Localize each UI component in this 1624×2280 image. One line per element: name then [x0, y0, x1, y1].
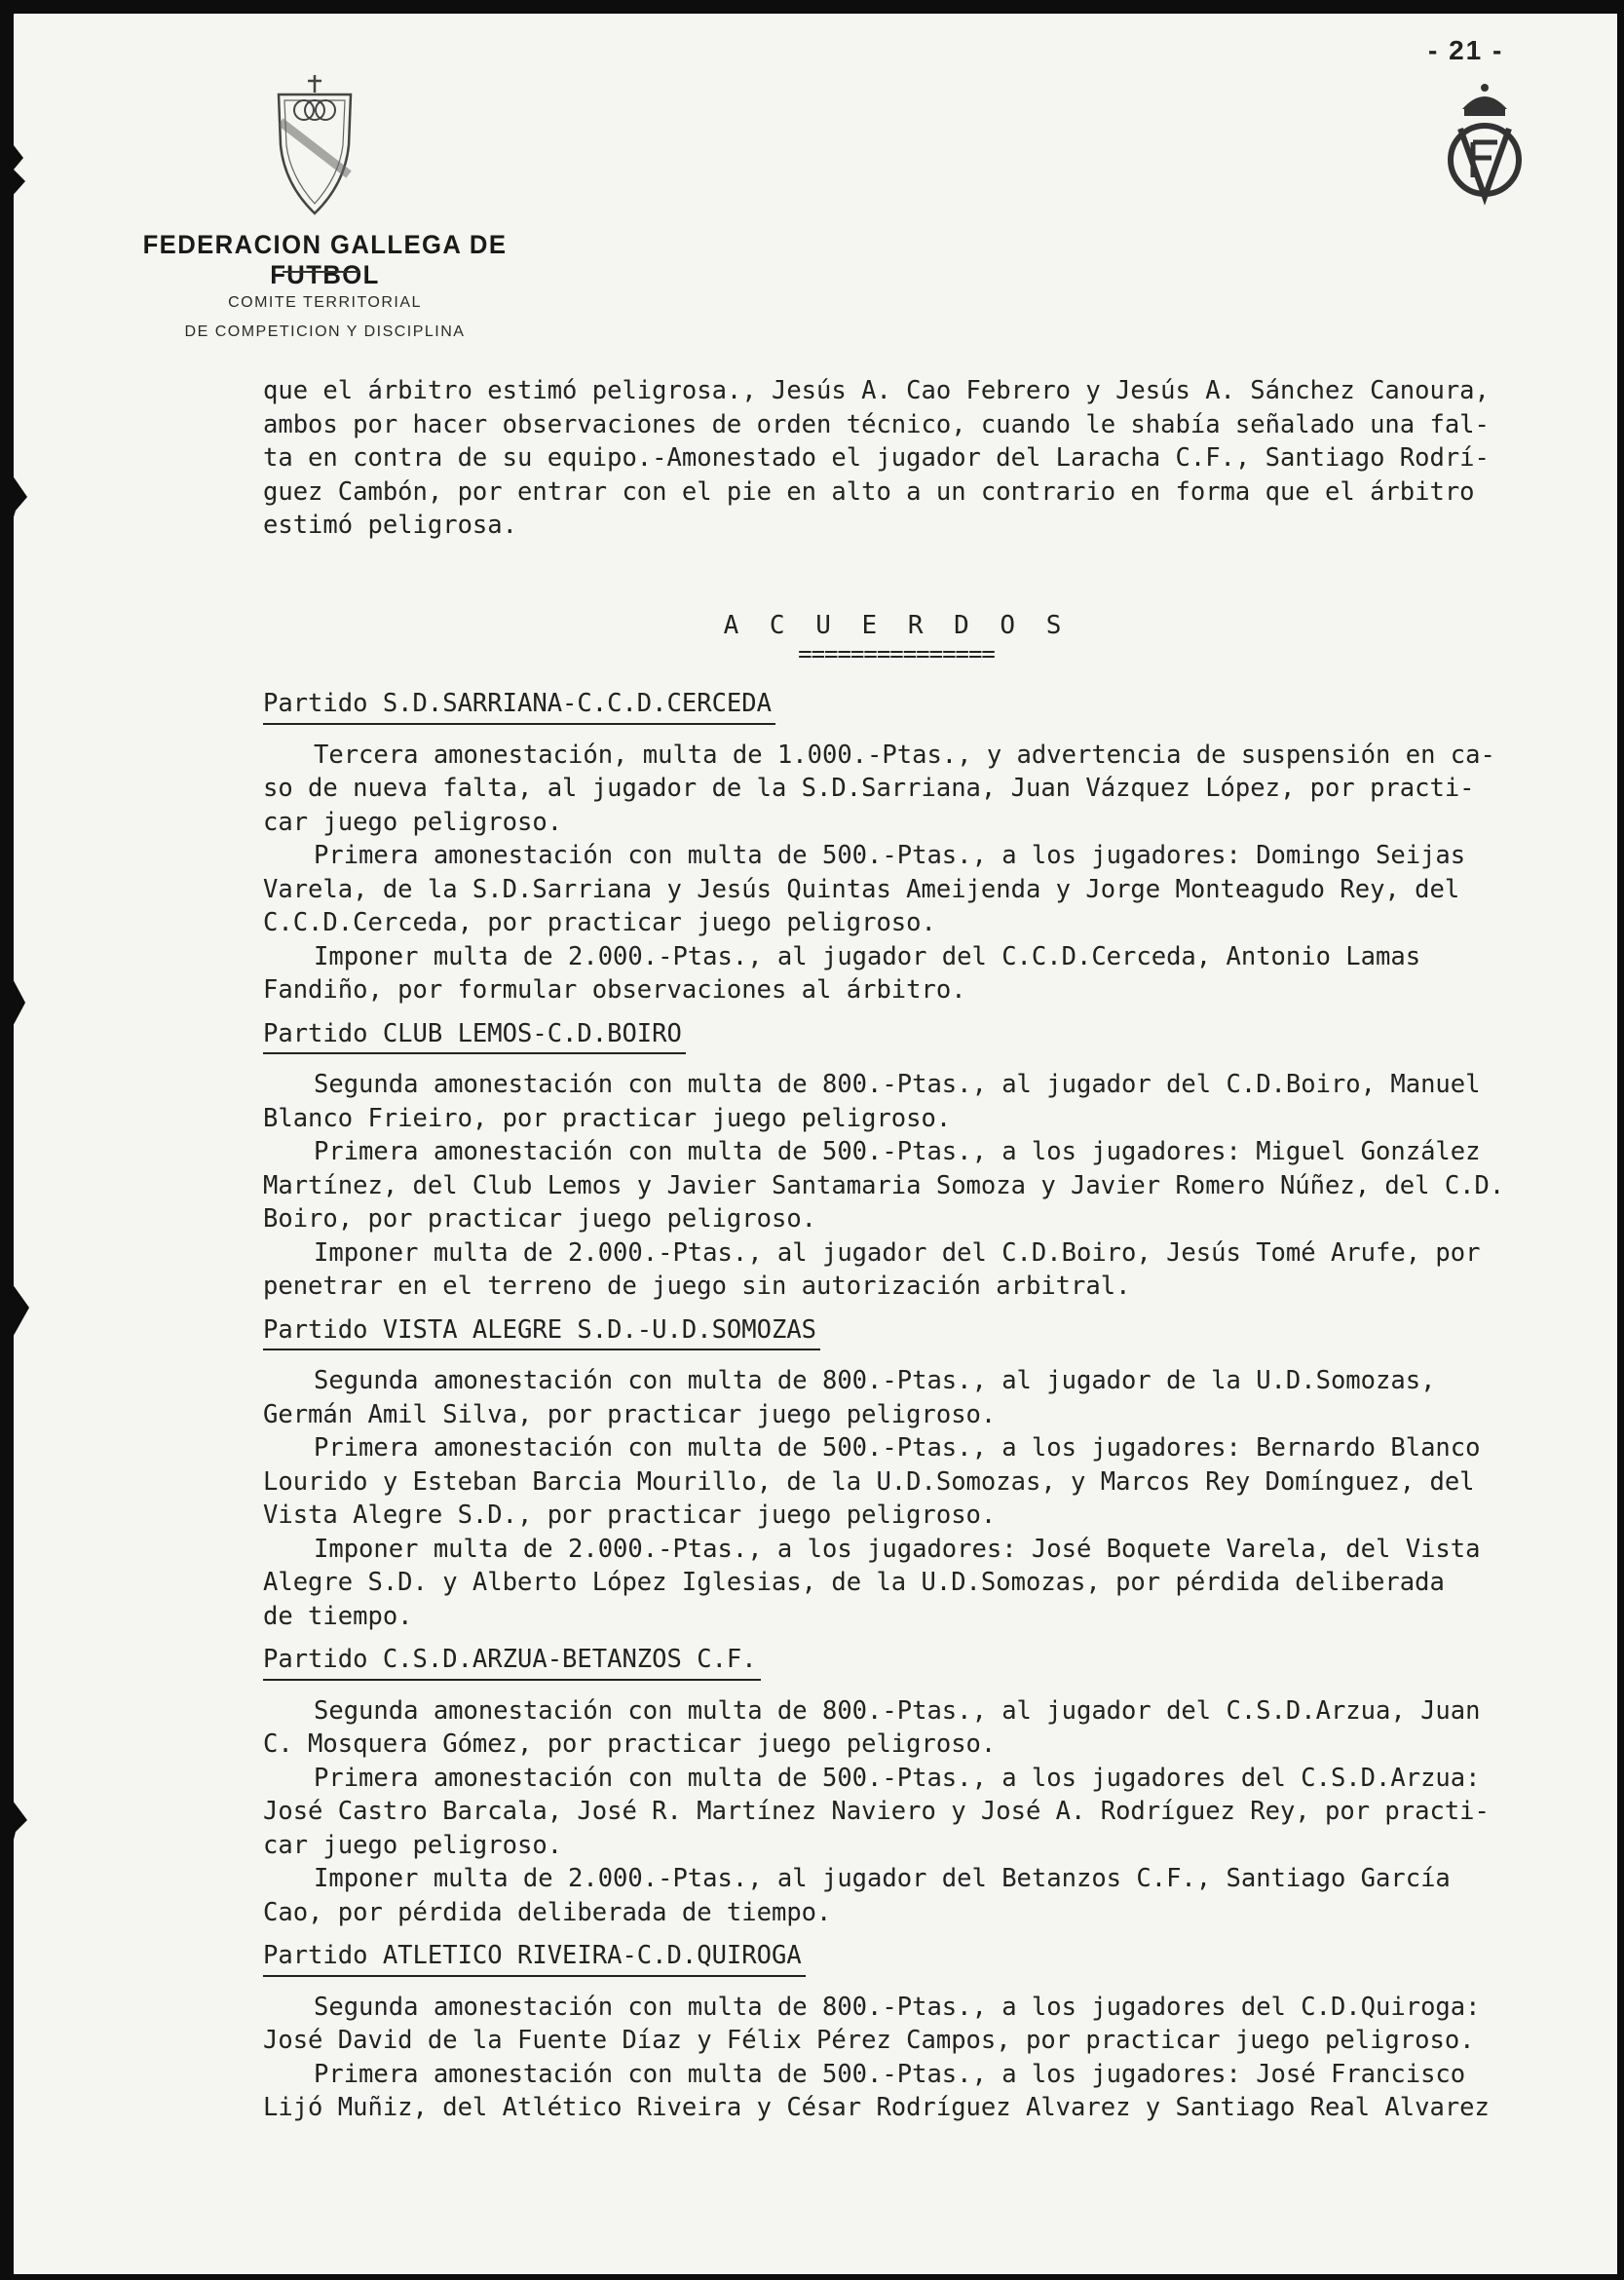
- torn-edge: [14, 973, 33, 1032]
- document-page: [14, 14, 1617, 2274]
- text-line: Imponer multa de 2.000.-Ptas., al jugador del C.D.Boiro, Jesús Tomé Arufe, por: [314, 1237, 1481, 1268]
- match-section: [263, 1304, 1611, 1634]
- text-line: Segunda amonestación con multa de 800.-Ptas., al jugador del C.S.D.Arzua, Juan: [314, 1695, 1481, 1726]
- sections-list: [263, 677, 1611, 2125]
- text-line: Martínez, del Club Lemos y Javier Santamaria Somoza y Javier Romero Núñez, del C.D.: [263, 1170, 1505, 1200]
- section-title: Partido ATLETICO RIVEIRA-C.D.QUIROGA: [263, 1939, 806, 1977]
- text-line: Segunda amonestación con multa de 800.-Ptas., a los jugadores del C.D.Quiroga:: [314, 1992, 1481, 2022]
- text-line: estimó peligrosa.: [263, 511, 517, 540]
- match-section: [263, 677, 1611, 1007]
- text-line: guez Cambón, por entrar con el pie en alto a un contrario en forma que el árbitro: [263, 476, 1475, 507]
- text-line: que el árbitro estimó peligrosa., Jesús A. Cao Febrero y Jesús A. Sánchez Canoura,: [263, 376, 1490, 405]
- torn-edge: [14, 140, 33, 199]
- acuerdos-heading: A C U E R D O S: [723, 610, 1070, 640]
- text-line: Primera amonestación con multa de 500.-Ptas., a los jugadores del C.S.D.Arzua:: [314, 1763, 1481, 1793]
- text-line: Lourido y Esteban Barcia Mourillo, de la U.D.Somozas, y Marcos Rey Domínguez, del: [263, 1466, 1475, 1497]
- text-line: C.C.D.Cerceda, por practicar juego peligroso.: [263, 908, 936, 937]
- match-section: [263, 1007, 1611, 1304]
- text-line: Imponer multa de 2.000.-Ptas., al jugador del C.C.D.Cerceda, Antonio Lamas: [314, 941, 1421, 971]
- torn-edge: [14, 1280, 33, 1339]
- text-line: Imponer multa de 2.000.-Ptas., al jugador del Betanzos C.F., Santiago García: [314, 1864, 1451, 1893]
- text-line: Segunda amonestación con multa de 800.-Ptas., al jugador del C.D.Boiro, Manuel: [314, 1070, 1481, 1099]
- section-title: Partido C.S.D.ARZUA-BETANZOS C.F.: [263, 1643, 761, 1681]
- text-line: Primera amonestación con multa de 500.-Ptas., a los jugadores: Miguel González: [314, 1137, 1481, 1166]
- torn-edge: [14, 1797, 33, 1855]
- federation-name: FEDERACION GALLEGA DE FUTBOL: [142, 230, 508, 289]
- text-line: ta en contra de su equipo.-Amonestado el jugador del Laracha C.F., Santiago Rodrí-: [263, 443, 1490, 473]
- text-line: Vista Alegre S.D., por practicar juego peligroso.: [263, 1501, 997, 1530]
- text-line: José David de la Fuente Díaz y Félix Pérez Campos, por practicar juego peligroso.: [263, 2026, 1475, 2055]
- match-section: [263, 1633, 1611, 1929]
- text-line: de tiempo.: [263, 1601, 413, 1631]
- text-line: Tercera amonestación, multa de 1.000.-Ptas., y advertencia de suspensión en ca-: [314, 740, 1495, 770]
- text-line: Boiro, por practicar juego peligroso.: [263, 1204, 817, 1234]
- text-line: so de nueva falta, al jugador de la S.D.Sarriana, Juan Vázquez López, por practi-: [263, 774, 1475, 803]
- text-line: ambos por hacer observaciones de orden técnico, cuando le shabía señalado una fal-: [263, 409, 1490, 439]
- text-line: Alegre S.D. y Alberto López Iglesias, de la U.D.Somozas, por pérdida deliberada: [263, 1568, 1445, 1597]
- text-line: José Castro Barcala, José R. Martínez Naviero y José A. Rodríguez Rey, por practi-: [263, 1797, 1490, 1826]
- committee-line-1: COMITE TERRITORIAL: [228, 294, 422, 311]
- section-title: Partido VISTA ALEGRE S.D.-U.D.SOMOZAS: [263, 1313, 820, 1351]
- text-line: Primera amonestación con multa de 500.-Ptas., a los jugadores: José Francisco: [314, 2059, 1466, 2089]
- text-line: Cao, por pérdida deliberada de tiempo.: [263, 1897, 832, 1927]
- text-line: Primera amonestación con multa de 500.-Ptas., a los jugadores: Domingo Seijas: [314, 841, 1466, 870]
- text-line: Segunda amonestación con multa de 800.-Ptas., al jugador de la U.D.Somozas,: [314, 1366, 1436, 1395]
- text-line: C. Mosquera Gómez, por practicar juego peligroso.: [263, 1729, 997, 1759]
- text-line: Germán Amil Silva, por practicar juego peligroso.: [263, 1399, 997, 1429]
- section-title: Partido CLUB LEMOS-C.D.BOIRO: [263, 1017, 686, 1055]
- text-line: Varela, de la S.D.Sarriana y Jesús Quintas Ameijenda y Jorge Monteagudo Rey, del: [263, 874, 1460, 904]
- text-line: penetrar en el terreno de juego sin autorización arbitral.: [263, 1272, 1131, 1301]
- section-title: Partido S.D.SARRIANA-C.C.D.CERCEDA: [263, 687, 775, 725]
- page-number: - 21 -: [1428, 35, 1504, 65]
- acuerdos-underline: ===============: [798, 640, 995, 667]
- match-section: [263, 1929, 1611, 2125]
- text-line: Fandiño, por formular observaciones al árbitro.: [263, 975, 966, 1005]
- intro-text: [263, 374, 1611, 543]
- text-line: Lijó Muñiz, del Atlético Riveira y César Rodríguez Alvarez y Santiago Real Alvarez: [263, 2093, 1490, 2122]
- text-line: Blanco Frieiro, por practicar juego peligroso.: [263, 1103, 952, 1133]
- text-line: Imponer multa de 2.000.-Ptas., a los jugadores: José Boquete Varela, del Vista: [314, 1534, 1481, 1564]
- text-line: car juego peligroso.: [263, 807, 563, 837]
- divider: [283, 271, 360, 273]
- document-body: [263, 374, 1611, 2125]
- royal-spanish-federation-crest-icon: [1441, 80, 1529, 207]
- committee-line-2: DE COMPETICION Y DISCIPLINA: [184, 323, 466, 340]
- torn-edge: [14, 472, 33, 530]
- galician-federation-shield-icon: [271, 67, 359, 223]
- text-line: Primera amonestación con multa de 500.-Ptas., a los jugadores: Bernardo Blanco: [314, 1433, 1481, 1463]
- text-line: car juego peligroso.: [263, 1830, 563, 1860]
